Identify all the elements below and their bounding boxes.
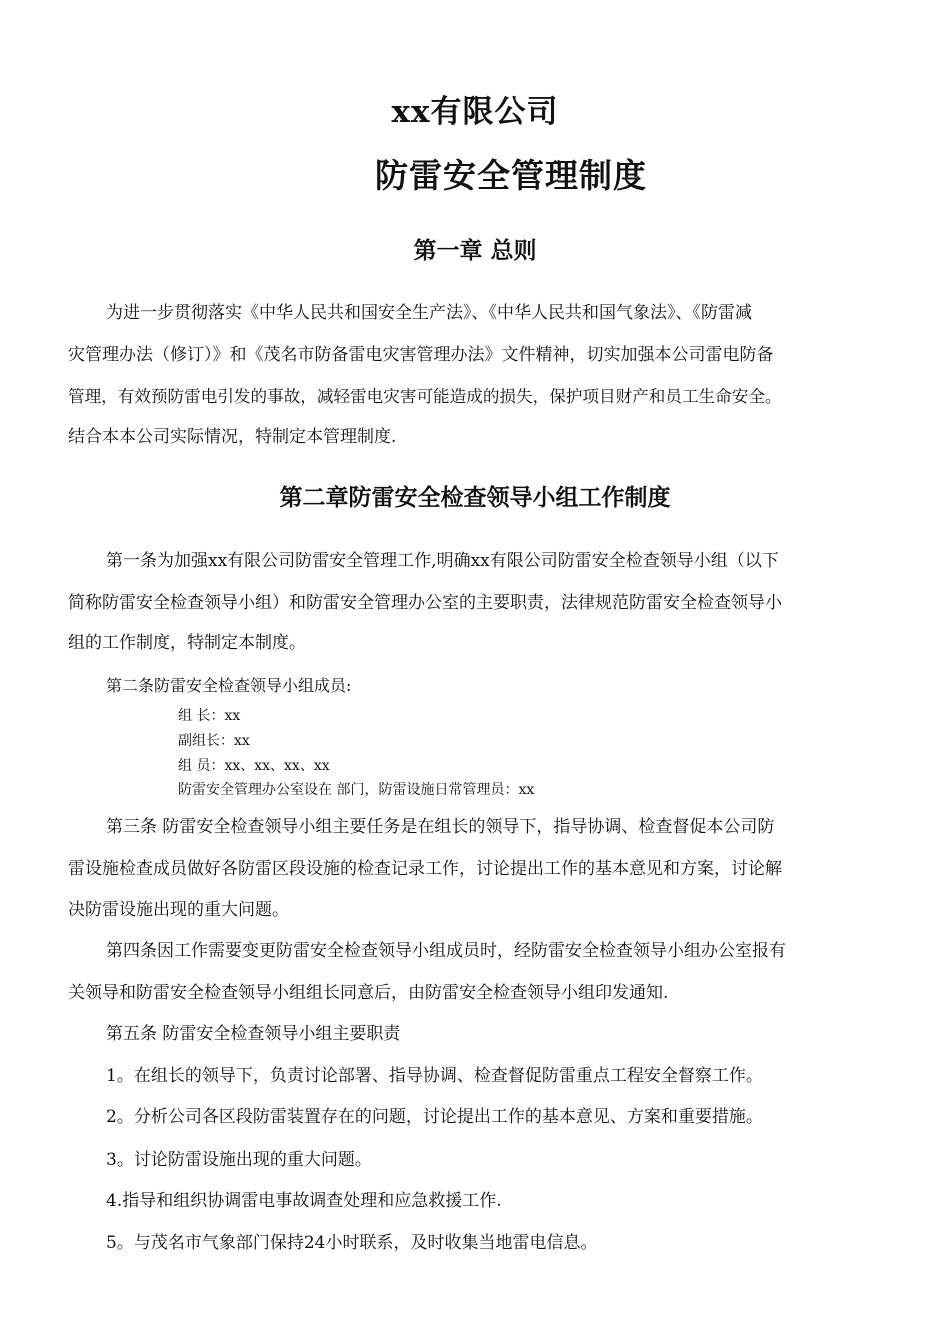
chapter-1-heading: 第一章 总则 [413,237,537,264]
article-1-line: 简称防雷安全检查领导小组）和防雷安全管理办公室的主要职责，法律规范防雷安全检查领导小 [68,593,782,613]
article-2-heading: 第二条防雷安全检查领导小组成员: [106,676,352,695]
article-1-line: 第一条为加强xx有限公司防雷安全管理工作,明确xx有限公司防雷安全检查领导小组（以下 [106,551,779,571]
document-title: 防雷安全管理制度 [375,156,647,195]
company-title: xx有限公司 [391,94,559,130]
member-line: 副组长：xx [178,733,250,749]
chapter-2-heading: 第二章防雷安全检查领导小组工作制度 [279,484,671,511]
member-line: 组 长：xx [178,708,241,724]
duty-item: 2。分析公司各区段防雷装置存在的问题，讨论提出工作的基本意见、方案和重要措施。 [106,1107,763,1127]
duty-item: 5。与茂名市气象部门保持24小时联系，及时收集当地雷电信息。 [106,1233,598,1253]
article-1-line: 组的工作制度，特制定本制度。 [68,633,306,653]
paragraph-line: 结合本本公司实际情况，特制定本管理制度. [68,427,397,447]
paragraph-line: 为进一步贯彻落实《中华人民共和国安全生产法》、《中华人民共和国气象法》、《防雷减 [106,303,752,323]
article-4-line: 关领导和防雷安全检查领导小组组长同意后，由防雷安全检查领导小组印发通知. [68,983,669,1003]
duty-item: 4.指导和组织协调雷电事故调查处理和应急救援工作. [106,1191,502,1211]
paragraph-line: 管理，有效预防雷电引发的事故，减轻雷电灾害可能造成的损失，保护项目财产和员工生命安全。 [68,387,782,406]
member-line: 防雷安全管理办公室设在 部门，防雷设施日常管理员：xx [178,782,535,798]
duty-item: 1。在组长的领导下，负责讨论部署、指导协调、检查督促防雷重点工程安全督察工作。 [106,1066,763,1086]
article-5-heading: 第五条 防雷安全检查领导小组主要职责 [106,1024,401,1044]
article-4-line: 第四条因工作需要变更防雷安全检查领导小组成员时，经防雷安全检查领导小组办公室报有 [106,941,786,961]
duty-item: 3。讨论防雷设施出现的重大问题。 [106,1150,372,1170]
article-3-line: 雷设施检查成员做好各防雷区段设施的检查记录工作，讨论提出工作的基本意见和方案，讨论解 [68,859,782,879]
article-3-line: 决防雷设施出现的重大问题。 [68,900,289,920]
article-3-line: 第三条 防雷安全检查领导小组主要任务是在组长的领导下，指导协调、检查督促本公司防 [106,817,775,837]
paragraph-line: 灾管理办法（修订）》和《茂名市防备雷电灾害管理办法》文件精神，切实加强本公司雷电防备 [68,345,774,365]
member-line: 组 员：xx、xx、xx、xx [178,758,330,774]
